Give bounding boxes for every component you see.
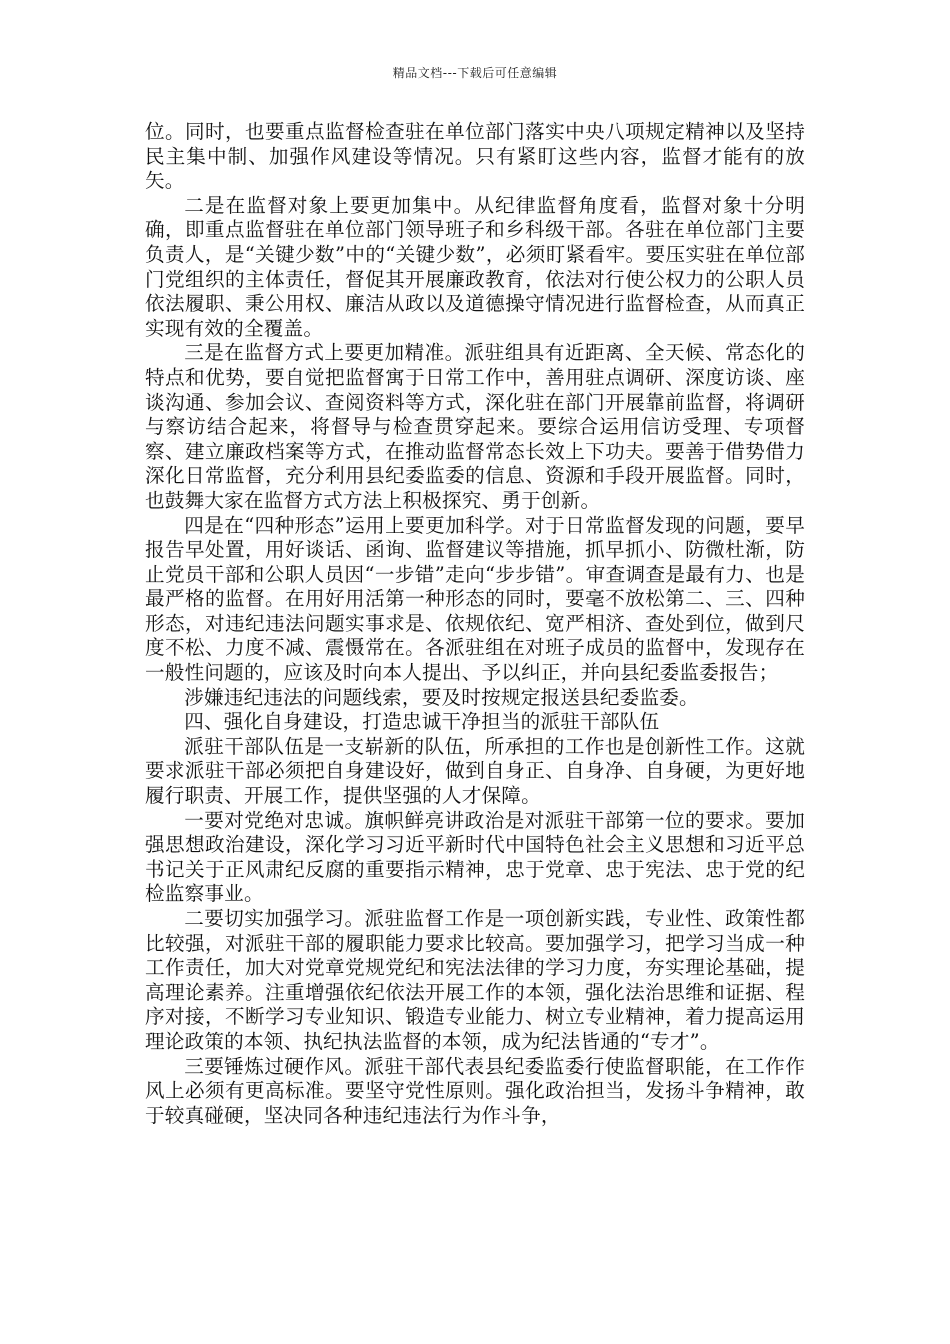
- paragraph-2: 二是在监督对象上要更加集中。从纪律监督角度看，监督对象十分明确，即重点监督驻在单位部门领导班子和乡科级干部。各驻在单位部门主要负责人，是“关键少数”中的“关键少数”，必须盯紧看牢。要压实驻在单位部门党组织的主体责任，督促其开展廉政教育，依法对行使公权力的公职人员依法履职、秉公用权、廉洁从政以及道德操守情况进行监督检查，从而真正实现有效的全覆盖。: [145, 193, 805, 340]
- paragraph-1: 位。同时，也要重点监督检查驻在单位部门落实中央八项规定精神以及坚持民主集中制、加强作风建设等情况。只有紧盯这些内容，监督才能有的放矢。: [145, 120, 805, 193]
- paragraph-6: 派驻干部队伍是一支崭新的队伍，所承担的工作也是创新性工作。这就要求派驻干部必须把自身建设好，做到自身正、自身净、自身硬，为更好地履行职责、开展工作，提供坚强的人才保障。: [145, 734, 805, 808]
- paragraph-3: 三是在监督方式上要更加精准。派驻组具有近距离、全天候、常态化的特点和优势，要自觉把监督寓于日常工作中，善用驻点调研、深度访谈、座谈沟通、参加会议、查阅资料等方式，深化驻在部门开展靠前监督，将调研与察访结合起来，将督导与检查贯穿起来。要综合运用信访受理、专项督察、建立廉政档案等方式，在推动监督常态长效上下功夫。要善于借势借力深化日常监督，充分利用县纪委监委的信息、资源和手段开展监督。同时，也鼓舞大家在监督方式方法上积极探究、勇于创新。: [145, 341, 805, 512]
- paragraph-5: 涉嫌违纪违法的问题线索，要及时按规定报送县纪委监委。: [184, 685, 699, 709]
- paragraph-4: 四是在“四种形态”运用上要更加科学。对于日常监督发现的问题，要早报告早处置，用好谈话、函询、监督建议等措施，抓早抓小、防微杜渐，防止党员干部和公职人员因“一步错”走向“步步错”。审查调查是最有力、也是最严格的监督。在用好用活第一种形态的同时，要毫不放松第二、三、四种形态，对违纪违法问题实事求是、依规依纪、宽严相济、查处到位，做到尺度不松、力度不减、震慑常在。各派驻组在对班子成员的监督中，发现存在一般性问题的，应该及时向本人提出、予以纠正，并向县纪委监委报告；: [145, 513, 805, 685]
- paragraph-9: 三要锤炼过硬作风。派驻干部代表县纪委监委行使监督职能，在工作作风上必须有更高标准。要坚守党性原则。强化政治担当，发扬斗争精神，敢于较真碰硬，坚决同各种违纪违法行为作斗争，: [145, 1054, 805, 1127]
- document-body: [145, 120, 805, 1128]
- paragraph-7: 一要对党绝对忠诚。旗帜鲜亮讲政治是对派驻干部第一位的要求。要加强思想政治建设，深化学习习近平新时代中国特色社会主义思想和习近平总书记关于正风肃纪反腐的重要指示精神，忠于党章、忠于宪法、忠于党的纪检监察事业。: [145, 808, 805, 906]
- page-header: 精品文档---下载后可任意编辑: [392, 66, 558, 80]
- section-heading: 四、强化自身建设，打造忠诚干净担当的派驻干部队伍: [184, 710, 660, 734]
- paragraph-8: 二要切实加强学习。派驻监督工作是一项创新实践，专业性、政策性都比较强，对派驻干部的履职能力要求比较高。要加强学习，把学习当成一种工作责任，加大对党章党规党纪和宪法法律的学习力度，夯实理论基础，提高理论素养。注重增强依纪依法开展工作的本领，强化法治思维和证据、程序对接，不断学习专业知识、锻造专业能力、树立专业精神，着力提高运用理论政策的本领、执纪执法监督的本领，成为纪法皆通的“专才”。: [145, 907, 805, 1053]
